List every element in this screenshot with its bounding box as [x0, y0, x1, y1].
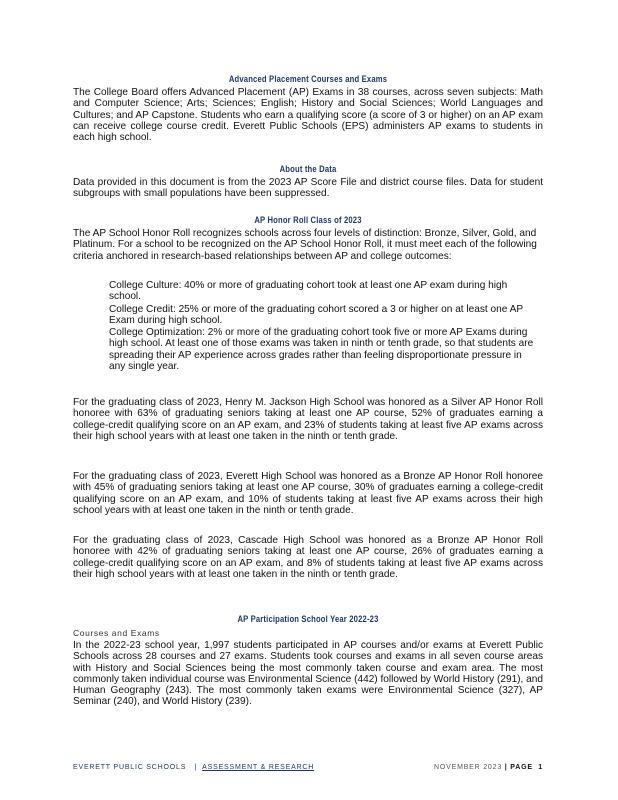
- participation-paragraph: In the 2022-23 school year, 1,997 students participated in AP courses and/or exams at Everett Public Schools across 28 courses and 27 exams. Students took courses and exams in all seven course areas with History and Social Sciences being the most commonly taken course and exam area. The most commonly taken individual course was Environmental Science (442) followed by World History (291), and Human Geography (243). The most commonly taken exams were Environmental Science (327), AP Seminar (240), and World History (239).: [73, 640, 543, 708]
- section-heading-participation: AP Participation School Year 2022-23: [237, 614, 379, 624]
- participation-subheading: Courses and Exams: [73, 628, 160, 638]
- honor-roll-intro: The AP School Honor Roll recognizes schools across four levels of distinction: Bronze, Silver, Gold, and Platinum. For a school to be recognized on the AP School Honor Roll, it must meet each of the following criteria anchored in research-based relationships between AP and college outcomes:: [73, 228, 537, 262]
- school-honor-paragraph-cascade: For the graduating class of 2023, Cascade High School was honored as a Bronze AP Honor Roll honoree with 42% of graduating seniors taking at least one AP course, 26% of graduates earning a college-credit qualifying score on an AP exam, and 8% of students taking at least five AP exams across their high school years with at least one taken in the ninth or tenth grade.: [73, 535, 543, 580]
- section-heading-about-data: About the Data: [279, 164, 337, 174]
- footer-left: [73, 764, 314, 771]
- footer-separator: |: [194, 764, 198, 771]
- footer-right: [434, 764, 543, 771]
- page-footer: [73, 764, 543, 778]
- criteria-text: College Credit: 25% or more of the graduating cohort scored a 3 or higher on at least one AP Exam during high school.: [109, 303, 523, 326]
- criteria-item: [90, 280, 540, 303]
- criteria-text: College Optimization: 2% or more of the graduating cohort took five or more AP Exams during high school. At least one of those exams was taken in ninth or tenth grade, so that students are spreading their AP experience across grades rather than feeling disproportionate pressure in any single year.: [109, 327, 534, 373]
- about-data-paragraph: Data provided in this document is from the 2023 AP Score File and district course files. Data for student subgroups with small populations have been suppressed.: [73, 177, 543, 200]
- footer-date: NOVEMBER 2023: [434, 764, 503, 771]
- criteria-item: [90, 327, 540, 372]
- section-heading-ap-courses: Advanced Placement Courses and Exams: [228, 74, 388, 84]
- criteria-text: College Culture: 40% or more of graduating cohort took at least one AP exam during high school.: [109, 280, 508, 303]
- footer-department-link[interactable]: ASSESSMENT & RESEARCH: [202, 764, 315, 771]
- school-honor-paragraph-jackson: For the graduating class of 2023, Henry M. Jackson High School was honored as a Silver AP Honor Roll honoree with 63% of graduating seniors taking at least one AP course, 52% of graduates earning a college-credit qualifying score on an AP exam, and 23% of students taking at least five AP exams across their high school years with at least one taken in the ninth or tenth grade.: [73, 397, 543, 442]
- honor-roll-criteria-list: [90, 280, 540, 373]
- footer-org: EVERETT PUBLIC SCHOOLS: [73, 764, 187, 771]
- footer-page-number: 1: [538, 764, 543, 771]
- criteria-item: [90, 304, 540, 327]
- section-heading-honor-roll: AP Honor Roll Class of 2023: [254, 215, 362, 225]
- footer-page-label: | PAGE: [504, 764, 533, 771]
- school-honor-paragraph-everett: For the graduating class of 2023, Everett High School was honored as a Bronze AP Honor Roll honoree with 45% of graduating seniors taking at least one AP course, 30% of graduates earning a college-credit qualifying score on an AP exam, and 10% of students taking at least five AP exams across their high school years with at least one taken in the ninth or tenth grade.: [73, 471, 543, 516]
- ap-courses-paragraph: The College Board offers Advanced Placement (AP) Exams in 38 courses, across seven subjects: Math and Computer Science; Arts; Sciences; English; History and Social Sciences; World Languages and Cultures; and AP Capstone. Students who earn a qualifying score (a score of 3 or higher) on an AP exam can receive college course credit. Everett Public Schools (EPS) administers AP exams to students in each high school.: [73, 87, 543, 144]
